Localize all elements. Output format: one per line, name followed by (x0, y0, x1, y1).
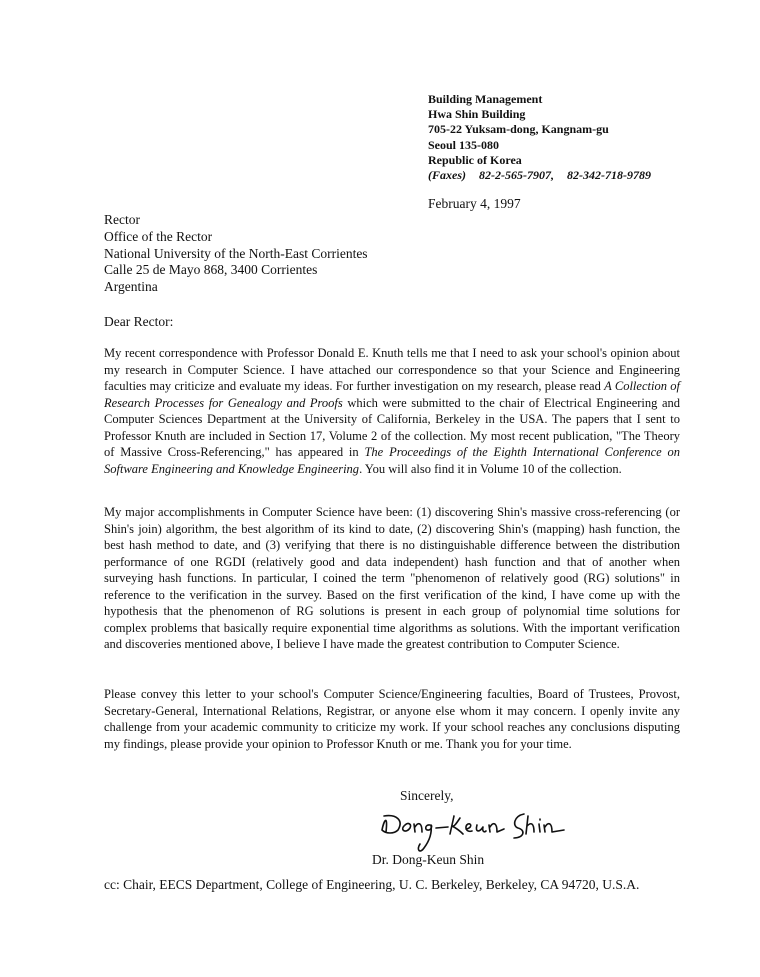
sender-line: Building Management (428, 92, 543, 106)
recipient-line: Argentina (104, 279, 158, 295)
body-paragraph-2: My major accomplishments in Computer Science have been: (1) discovering Shin's massive cross-referencing (or Shin's join) algorithm, the best algorithm of its kind to date, (2) discovering Shin's (mapping) hash function, the best hash method to date, and (3) verifying that there is no distinguishable difference between the distribution performance of one RGDI (relatively good and data independent) hash function and that of another when surveying hash functions. In particular, I coined the term "phenomenon of relatively good (RG) solutions" in reference to the verification in the survey. Based on the first verification of the kind, I have come up with the hypothesis that the phenomenon of RG solutions is present in each group of polynomial time solutions for complex problems that basically require exponential time algorithms as solutions. With the important verification and discoveries mentioned above, I believe I have made the greatest contribution to Computer Science. (104, 505, 680, 651)
recipient-line: Rector (104, 212, 140, 227)
book-title: A Collection of Research Processes for Genealogy and Proofs (104, 379, 680, 410)
salutation: Dear Rector: (104, 314, 174, 329)
letter-date: February 4, 1997 (428, 196, 521, 211)
cc-line: cc: Chair, EECS Department, College of Engineering, U. C. Berkeley, Berkeley, CA 94720, U.S.A. (104, 877, 640, 892)
sender-line: Seoul 135-080 (428, 137, 500, 152)
paragraph-text: My recent correspondence with Professor Donald E. Knuth tells me that I need to ask your school's opinion about my research in Computer Science. I have attached our correspondence so that your Science and Engineering faculties may criticize and evaluate my ideas. For further investigation on my research, please read (104, 346, 680, 393)
body-paragraph-1 (104, 345, 680, 477)
recipient-line: Office of the Rector (104, 228, 213, 244)
signer-name: Dr. Dong-Keun Shin (372, 852, 485, 867)
recipient-line: Calle 25 de Mayo 868, 3400 Corrientes (104, 262, 318, 278)
sender-line: 705-22 Yuksam-dong, Kangnam-gu (428, 122, 609, 137)
paragraph-text: . You will also find it in Volume 10 of the collection. (359, 461, 622, 476)
closing: Sincerely, (400, 788, 454, 803)
sender-fax-line (428, 168, 661, 183)
paragraph-text: which were submitted to the chair of Electrical Engineering and Computer Sciences Department at the University of California, Berkeley in the USA. The papers that I sent to Professor Knuth are included in Section 17, Volume 2 of the collection. My most recent publication, "The Theory of Massive Cross-Referencing," has appeared in (104, 395, 680, 459)
sender-line: Republic of Korea (428, 152, 522, 167)
fax-number: 82-342-718-9789 (567, 168, 651, 183)
sender-line: Hwa Shin Building (428, 107, 526, 122)
proceedings-title: The Proceedings of the Eighth International Conference on Software Engineering and Knowledge Engineering (104, 445, 680, 476)
body-paragraph-3: Please convey this letter to your school's Computer Science/Engineering faculties, Board of Trustees, Provost, Secretary-General, International Relations, Registrar, or anyone else whom it may concern. I openly invite any challenge from your academic community to criticize my work. If your school reaches any conclusions disputing my findings, please provide your opinion to Professor Knuth or me. Thank you for your time. (104, 687, 680, 751)
sender-address (428, 92, 661, 183)
recipient-line: National University of the North-East Corrientes (104, 245, 368, 261)
fax-number: 82-2-565-7907, (479, 168, 554, 183)
fax-label: (Faxes) (428, 168, 466, 183)
recipient-address (104, 212, 368, 296)
handwritten-signature (374, 800, 594, 856)
